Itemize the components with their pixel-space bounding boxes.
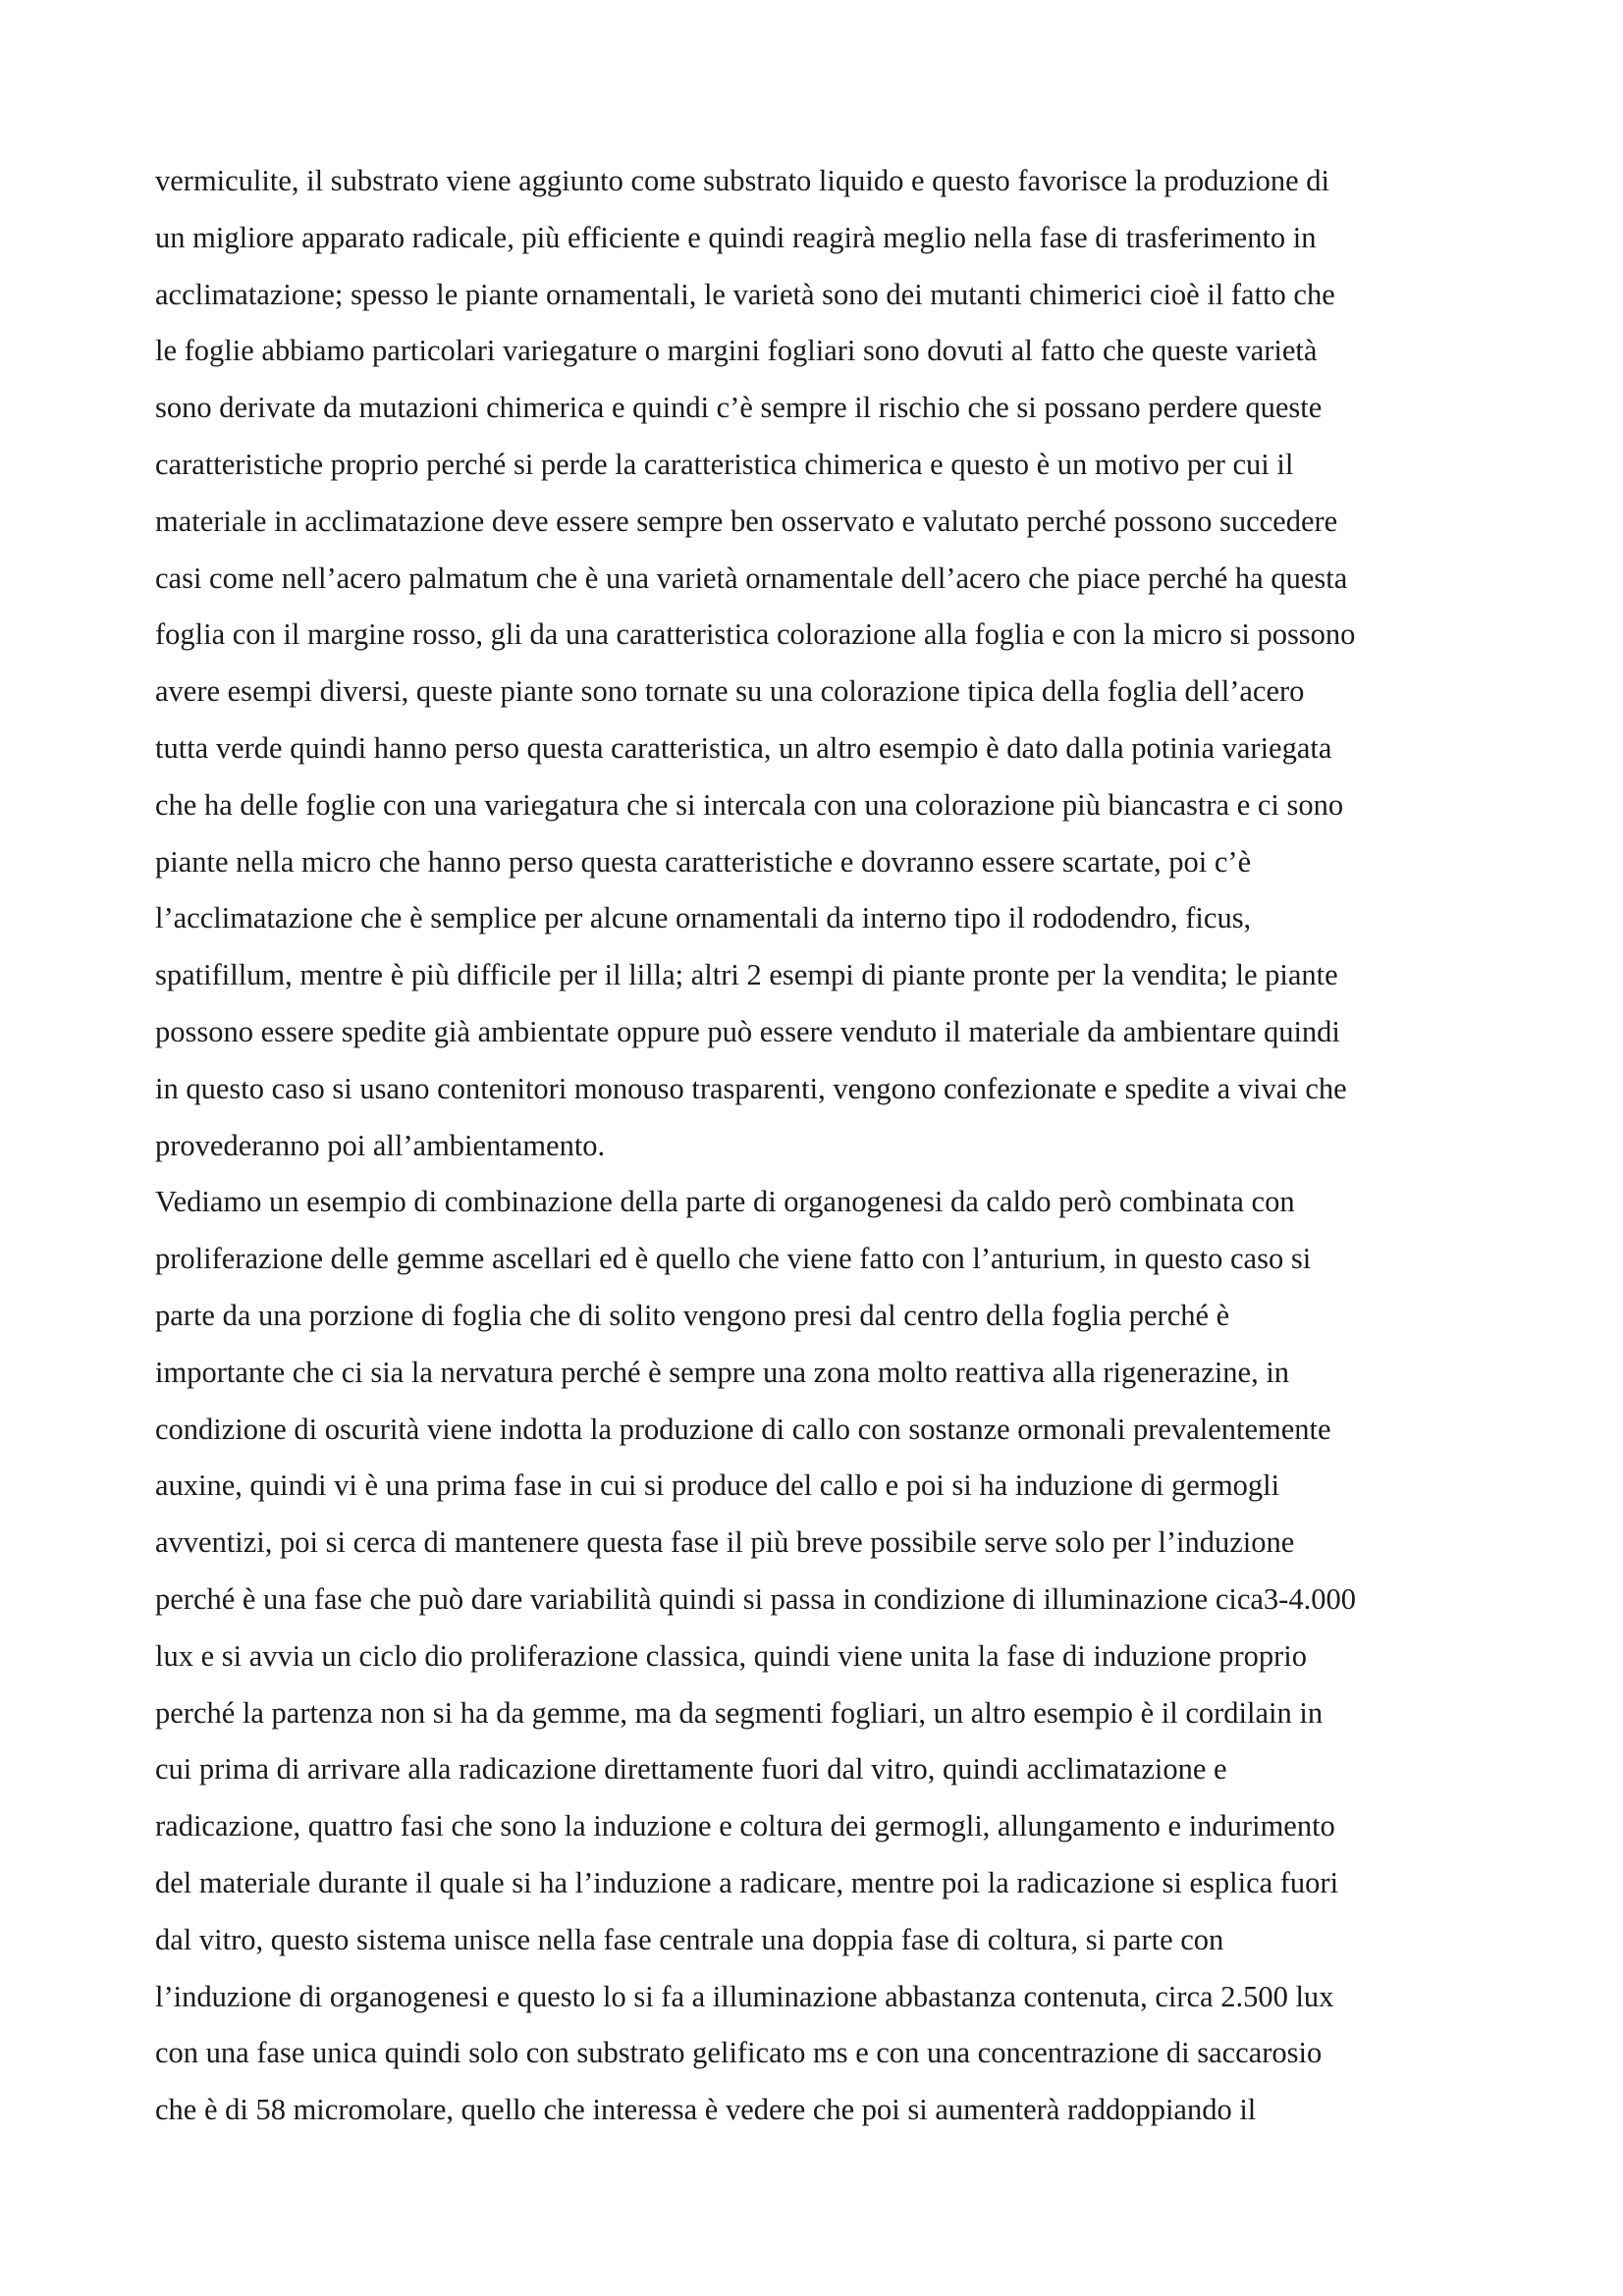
text-line: le foglie abbiamo particolari variegature o margini fogliari sono dovuti al fatto che queste varietà bbox=[155, 334, 1318, 368]
text-line: caratteristiche proprio perché si perde la caratteristica chimerica e questo è un motivo per cui il bbox=[155, 447, 1294, 481]
text-line: possono essere spedite già ambientate oppure può essere venduto il materiale da ambientare quindi bbox=[155, 1014, 1340, 1048]
text-line: l’acclimatazione che è semplice per alcune ornamentali da interno tipo il rododendro, ficus, bbox=[155, 901, 1252, 935]
text-line: avventizi, poi si cerca di mantenere questa fase il più breve possibile serve solo per l’induzione bbox=[155, 1525, 1295, 1560]
text-line: un migliore apparato radicale, più efficiente e quindi reagirà meglio nella fase di trasferimento in bbox=[155, 220, 1317, 254]
text-line: in questo caso si usano contenitori monouso trasparenti, vengono confezionate e spedite a vivai che bbox=[155, 1071, 1347, 1105]
text-line: condizione di oscurità viene indotta la produzione di callo con sostanze ormonali prevalentemente bbox=[155, 1412, 1331, 1446]
body-text bbox=[155, 153, 1483, 2139]
text-line: che è di 58 micromolare, quello che interessa è vedere che poi si aumenterà raddoppiando il bbox=[155, 2093, 1257, 2127]
text-line: auxine, quindi vi è una prima fase in cui si produce del callo e poi si ha induzione di germogli bbox=[155, 1468, 1280, 1503]
text-line: perché la partenza non si ha da gemme, ma da segmenti fogliari, un altro esempio è il cordilain in bbox=[155, 1695, 1324, 1730]
text-line: provederanno poi all’ambientamento. bbox=[155, 1128, 606, 1162]
text-line: importante che ci sia la nervatura perché è sempre una zona molto reattiva alla rigenerazine, in bbox=[155, 1355, 1290, 1389]
text-line: del materiale durante il quale si ha l’induzione a radicare, mentre poi la radicazione si esplica fuori bbox=[155, 1865, 1339, 1899]
text-line: Vediamo un esempio di combinazione della parte di organogenesi da caldo però combinata con bbox=[155, 1185, 1295, 1219]
text-line: radicazione, quattro fasi che sono la induzione e coltura dei germogli, allungamento e indurimento bbox=[155, 1809, 1335, 1843]
text-line: avere esempi diversi, queste piante sono tornate su una colorazione tipica della foglia dell’acero bbox=[155, 674, 1305, 709]
text-line: dal vitro, questo sistema unisce nella fase centrale una doppia fase di coltura, si parte con bbox=[155, 1922, 1224, 1956]
text-line: casi come nell’acero palmatum che è una varietà ornamentale dell’acero che piace perché ha questa bbox=[155, 561, 1348, 595]
text-line: acclimatazione; spesso le piante ornamentali, le varietà sono dei mutanti chimerici cioè il fatto che bbox=[155, 277, 1335, 311]
text-line: parte da una porzione di foglia che di solito vengono presi dal centro della foglia perché è bbox=[155, 1298, 1230, 1332]
text-line: piante nella micro che hanno perso questa caratteristiche e dovranno essere scartate, poi c’è bbox=[155, 844, 1252, 879]
text-line: vermiculite, il substrato viene aggiunto come substrato liquido e questo favorisce la produzione di bbox=[155, 164, 1329, 197]
text-line: tutta verde quindi hanno perso questa caratteristica, un altro esempio è dato dalla potinia variegata bbox=[155, 730, 1332, 765]
text-line: che ha delle foglie con una variegatura che si intercala con una colorazione più biancastra e ci sono bbox=[155, 787, 1344, 822]
text-line: sono derivate da mutazioni chimerica e quindi c’è sempre il rischio che si possano perdere queste bbox=[155, 391, 1323, 425]
text-line: proliferazione delle gemme ascellari ed è quello che viene fatto con l’anturium, in questo caso si bbox=[155, 1242, 1312, 1276]
text-line: materiale in acclimatazione deve essere sempre ben osservato e valutato perché possono succedere bbox=[155, 504, 1338, 538]
text-line: spatifillum, mentre è più difficile per il lilla; altri 2 esempi di piante pronte per la vendita; le piante bbox=[155, 958, 1338, 992]
text-line: foglia con il margine rosso, gli da una caratteristica colorazione alla foglia e con la micro si possono bbox=[155, 617, 1356, 652]
text-line: cui prima di arrivare alla radicazione direttamente fuori dal vitro, quindi acclimatazione e bbox=[155, 1752, 1227, 1787]
text-line: perché è una fase che può dare variabilità quindi si passa in condizione di illuminazione cica3-4.000 bbox=[155, 1581, 1356, 1616]
text-line: l’induzione di organogenesi e questo lo si fa a illuminazione abbastanza contenuta, circa 2.500 lux bbox=[155, 1979, 1334, 2013]
text-line: con una fase unica quindi solo con substrato gelificato ms e con una concentrazione di saccarosio bbox=[155, 2036, 1323, 2070]
text-line: lux e si avvia un ciclo dio proliferazione classica, quindi viene unita la fase di induzione proprio bbox=[155, 1638, 1308, 1673]
